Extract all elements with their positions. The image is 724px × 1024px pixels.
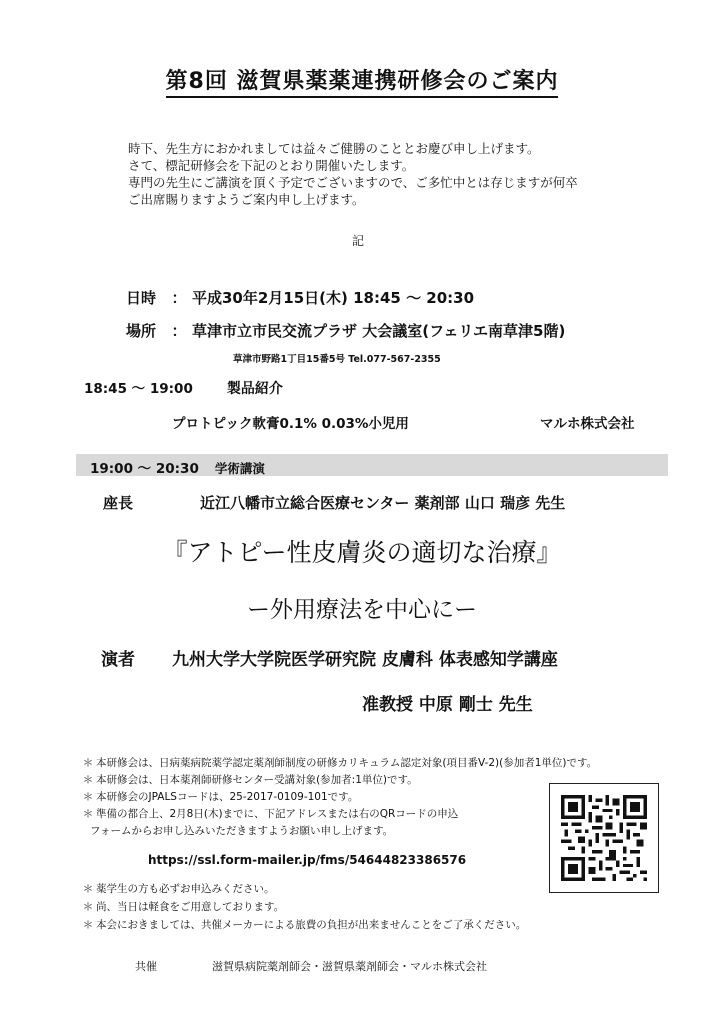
chair-label: 座長 (103, 494, 134, 512)
note-item (80, 806, 597, 823)
qr-code-box[interactable] (549, 783, 659, 893)
notes-after-list (80, 880, 526, 934)
venue-label: 場所 (126, 322, 157, 340)
note-text: 準備の都合上、2月8日(木)までに、下記アドレスまたは右のQRコードの申込 (96, 808, 459, 820)
asterisk-icon: ＊ (82, 774, 94, 786)
lecture-title: 『アトピー性皮膚炎の適切な治療』 (162, 538, 562, 567)
speaker-label: 演者 (101, 650, 135, 670)
page-title (0, 64, 724, 95)
asterisk-icon: ＊ (82, 808, 94, 820)
note-item (80, 789, 597, 806)
note-item (80, 880, 526, 898)
session1-header (84, 377, 283, 398)
intro-line: ご出席賜りますようご案内申し上げます。 (128, 192, 365, 207)
lecture-subtitle: ー外用療法を中心にー (247, 597, 477, 623)
note-continuation: フォームからお申し込みいただきますようお願い申し上げます。 (90, 825, 394, 837)
datetime-label: 日時 (126, 289, 157, 307)
note-item (80, 755, 597, 772)
session1-maker: マルホ株式会社 (540, 416, 635, 432)
speaker-affiliation: 九州大学大学院医学研究院 皮膚科 体表感知学講座 (172, 650, 558, 670)
session2-time: 19:00 ～ 20:30 (90, 461, 199, 477)
note-item (80, 898, 526, 916)
qr-code-icon (561, 795, 647, 881)
note-text: 本研修会は、日本薬剤師研修センター受講対象(参加者:1単位)です。 (96, 774, 418, 786)
intro-line: 時下、先生方におかれましては益々ご健勝のこととお慶び申し上げます。 (128, 141, 540, 156)
intro-line: さて、標記研修会を下記のとおり開催いたします。 (128, 158, 415, 173)
asterisk-icon: ＊ (82, 919, 94, 931)
cohost-value: 滋賀県病院薬剤師会・滋賀県薬剤師会・マルホ株式会社 (212, 960, 487, 973)
note-text: 本研修会のJPALSコードは、25-2017-0109-101です。 (96, 791, 359, 803)
asterisk-icon: ＊ (82, 883, 94, 895)
session1-product: プロトピック軟膏0.1% 0.03%小児用 (172, 416, 409, 432)
session2-title: 学術講演 (214, 461, 265, 476)
note-item (80, 772, 597, 789)
venue-address: 草津市野路1丁目15番5号 Tel.077-567-2355 (233, 354, 441, 365)
note-text: 本会におきましては、共催メーカーによる旅費の負担が出来ませんことをご了承ください。 (96, 919, 527, 931)
note-text: 薬学生の方も必ずお申込みください。 (96, 883, 275, 895)
cohost-label: 共催 (135, 960, 157, 973)
asterisk-icon: ＊ (82, 901, 94, 913)
session2-header (90, 457, 265, 477)
registration-url-link[interactable]: https://ssl.form-mailer.jp/fms/54644823386576 (148, 853, 467, 867)
page-title-text: 第8回 滋賀県薬薬連携研修会のご案内 (166, 69, 559, 98)
datetime-row (126, 287, 474, 308)
venue-colon: ： (171, 322, 187, 340)
speaker-name: 准教授 中原 剛士 先生 (362, 695, 533, 715)
venue-row (126, 320, 565, 341)
session1-title: 製品紹介 (226, 381, 283, 397)
intro-line: 専門の先生にご講演を頂く予定でございますので、ご多忙中とは存じますが何卒 (128, 175, 578, 190)
asterisk-icon: ＊ (82, 757, 94, 769)
chair-value: 近江八幡市立総合医療センター 薬剤部 山口 瑞彦 先生 (200, 494, 566, 512)
note-text: 尚、当日は軽食をご用意しております。 (96, 901, 285, 913)
datetime-value: 平成30年2月15日(木) 18:45 ～ 20:30 (192, 289, 475, 307)
note-item (80, 916, 526, 934)
ki-heading: 記 (352, 234, 365, 248)
session1-time: 18:45 ～ 19:00 (84, 381, 193, 397)
intro-paragraph (128, 140, 578, 208)
note-text: 本研修会は、日病薬病院薬学認定薬剤師制度の研修カリキュラム認定対象(項目番V-2)(参加者1単位)です。 (96, 757, 598, 769)
datetime-colon: ： (171, 289, 187, 307)
asterisk-icon: ＊ (82, 791, 94, 803)
notes-list (80, 755, 597, 840)
venue-value: 草津市立市民交流プラザ 大会議室(フェリエ南草津5階) (192, 322, 566, 340)
